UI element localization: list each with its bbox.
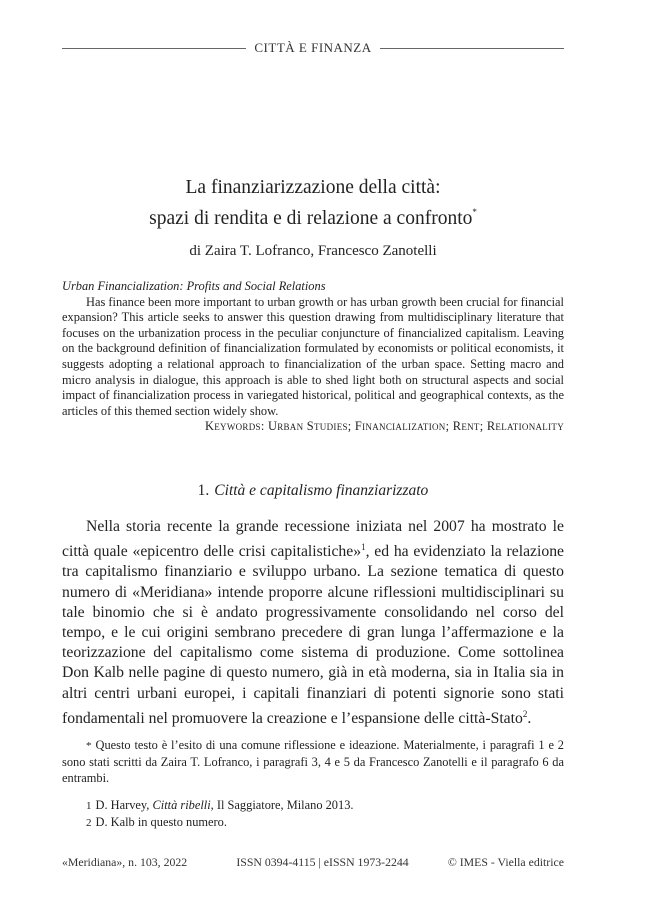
section-heading	[62, 482, 564, 500]
article-title	[62, 175, 564, 231]
footer-journal: «Meridiana», n. 103, 2022	[62, 855, 188, 869]
footer-issn: ISSN 0394-4115 | eISSN 1973-2244	[236, 855, 409, 869]
footnote-1-mark: 1	[86, 800, 92, 812]
article-title-line-1: La finanziarizzazione della città:	[185, 177, 441, 198]
article-title-line-2: spazi di rendita e di relazione a confronto	[149, 208, 473, 229]
footnote-1	[62, 797, 564, 814]
body-text-part-3: .	[527, 709, 532, 727]
footnote-1-post: , Il Saggiatore, Milano 2013.	[210, 798, 354, 812]
body-text-part-1: Nella storia recente la grande recessione iniziata nel 2007 ha mostrato le città quale «epicentro delle crisi capitalistiche»	[62, 518, 564, 561]
running-head-rule-right	[380, 48, 564, 49]
running-head-rule-left	[62, 48, 246, 49]
running-head	[62, 40, 564, 56]
footer-publisher: © IMES - Viella editrice	[447, 855, 564, 869]
article-authors: di Zaira T. Lofranco, Francesco Zanotelli	[189, 243, 437, 259]
footnote-star-text: Questo testo è l’esito di una comune riflessione e ideazione. Materialmente, i paragrafi 1 e 2 sono stati scritti da Zaira T. Lofranco, i paragrafi 3, 4 e 5 da Francesco Zanotelli e il paragrafo 6 da entrambi.	[62, 738, 564, 785]
footnote-star	[62, 737, 564, 786]
page-footer	[62, 855, 564, 870]
section-number: 1.	[197, 482, 210, 499]
footnote-2-mark: 2	[86, 817, 92, 829]
abstract	[62, 279, 564, 435]
keywords: Keywords: Urban Studies; Financialization; Rent; Relationality	[204, 419, 564, 434]
footnote-ref-1[interactable]: 1	[361, 542, 366, 553]
article-header	[62, 175, 564, 260]
running-head-text: CITTÀ E FINANZA	[254, 40, 372, 55]
abstract-title: Urban Financialization: Profits and Social Relations	[62, 279, 326, 293]
footnote-1-pre: D. Harvey,	[95, 798, 153, 812]
footnote-ref-2[interactable]: 2	[522, 708, 528, 719]
footnote-1-book-title: Città ribelli	[152, 798, 211, 812]
title-footnote-mark[interactable]: *	[472, 207, 477, 217]
abstract-body: Has finance been more important to urban growth or has urban growth been crucial for financial expansion? This article seeks to answer this question drawing from multidisciplinary literature that focuses on the urbanization process in the peculiar conjuncture of financialized capitalism. Leaving on the background definition of financialization formulated by economists or political economists, it suggests adopting a relational approach to financialization of the urban space. Setting macro and micro analysis in dialogue, this approach is able to shed light both on structural aspects and social impact of financialization process in variegated historical, political and geographical contexts, as the articles of this themed section widely show.	[62, 294, 564, 418]
footnote-2-text: D. Kalb in questo numero.	[95, 815, 227, 829]
footnote-2	[62, 814, 564, 831]
footnotes	[62, 737, 564, 831]
body-text-part-2: , ed ha evidenziato la relazione tra capitalismo finanziario e sviluppo urbano. La sezione tematica di questo numero di «Meridiana» intende proporre alcune riflessioni multidisciplinari su tale binomio che si è andato progressivamente consolidando nel corso del tempo, e le cui origini sembrano precedere di gran lunga l’affermazione e la teorizzazione del capitalismo come sistema di produzione. Come sottolinea Don Kalb nelle pagine di questo numero, già in età moderna, sia in Italia sia in altri centri urbani europei, i capitali finanziari di potenti signorie sono stati fondamentali nel promuovere la creazione e l’espansione delle città-Stato	[62, 543, 565, 727]
body-paragraph	[62, 517, 564, 729]
section-title: Città e capitalismo finanziarizzato	[214, 482, 429, 499]
footnote-star-mark: *	[86, 740, 92, 752]
